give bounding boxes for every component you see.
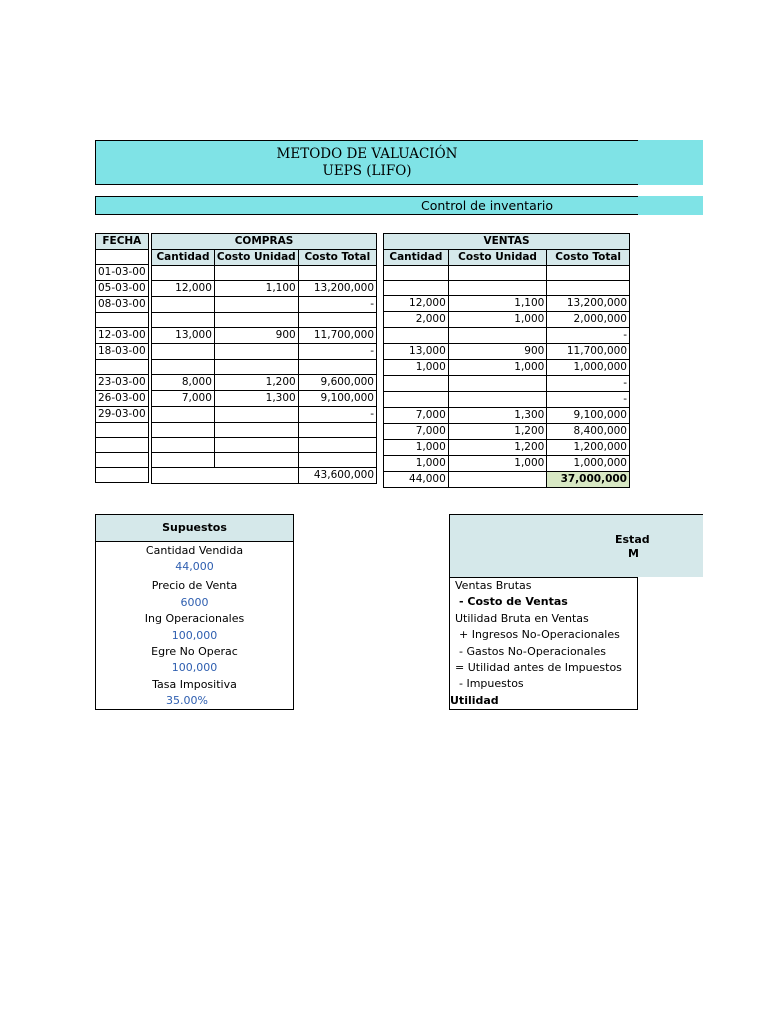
ventas-total-cantidad: 44,000: [384, 472, 449, 488]
fecha-cell: [96, 360, 149, 375]
compras-col-costo-total: Costo Total: [298, 250, 376, 266]
ventas-total-blank: [448, 472, 547, 488]
ventas-cantidad-cell: 1,000: [384, 360, 449, 376]
title-banner-extension: [638, 140, 703, 185]
table-row: [384, 408, 630, 424]
compras-costo-unidad-cell: [214, 313, 298, 328]
ventas-costo-unidad-cell: 900: [448, 344, 547, 360]
supuesto-value: 44,000: [175, 560, 214, 574]
compras-costo-unidad-cell: [214, 266, 298, 281]
ventas-cantidad-cell: 13,000: [384, 344, 449, 360]
ventas-cantidad-cell: [384, 281, 449, 296]
ventas-costo-total-cell: 11,700,000: [547, 344, 630, 360]
fecha-cell: 23-03-00: [96, 375, 149, 391]
ventas-costo-total-cell: 1,200,000: [547, 440, 630, 456]
compras-costo-unidad-cell: [214, 344, 298, 360]
compras-costo-unidad-cell: [214, 407, 298, 423]
estado-header-line-2: M: [628, 547, 639, 560]
fecha-cell: [96, 423, 149, 438]
table-row: [384, 344, 630, 360]
ventas-header-row: [384, 234, 630, 250]
table-row: [152, 281, 377, 297]
table-row: [96, 423, 149, 438]
table-row: [384, 296, 630, 312]
title-banner: [95, 140, 638, 185]
table-row: [384, 392, 630, 408]
table-row: [96, 344, 149, 360]
ventas-costo-unidad-cell: 1,000: [448, 360, 547, 376]
fecha-cell: 08-03-00: [96, 297, 149, 313]
title-line-1: METODO DE VALUACIÓN: [276, 146, 458, 162]
fecha-cell: 18-03-00: [96, 344, 149, 360]
compras-column-row: [152, 250, 377, 266]
table-row: [384, 424, 630, 440]
ventas-cantidad-cell: 12,000: [384, 296, 449, 312]
ventas-costo-total-cell: 9,100,000: [547, 408, 630, 424]
compras-costo-total-cell: 11,700,000: [298, 328, 376, 344]
compras-costo-total-cell: 9,100,000: [298, 391, 376, 407]
ventas-costo-total-cell: [547, 266, 630, 281]
ventas-costo-unidad-cell: 1,100: [448, 296, 547, 312]
supuesto-label: Tasa Impositiva: [152, 677, 237, 691]
ventas-cantidad-cell: 1,000: [384, 440, 449, 456]
compras-header-row: [152, 234, 377, 250]
compras-cantidad-cell: 8,000: [152, 375, 215, 391]
table-row: [152, 453, 377, 468]
ventas-costo-unidad-cell: 1,000: [448, 312, 547, 328]
ventas-col-costo-total: Costo Total: [547, 250, 630, 266]
compras-col-cantidad: Cantidad: [152, 250, 215, 266]
table-row: [384, 266, 630, 281]
estado-body: [449, 577, 638, 710]
estado-line: - Impuestos: [459, 677, 524, 691]
ventas-costo-total-cell: 1,000,000: [547, 360, 630, 376]
compras-cantidad-cell: [152, 344, 215, 360]
fecha-cell: 12-03-00: [96, 328, 149, 344]
table-row: [152, 438, 377, 453]
table-row: [384, 456, 630, 472]
ventas-cantidad-cell: 2,000: [384, 312, 449, 328]
ventas-column-row: [384, 250, 630, 266]
compras-costo-total-cell: -: [298, 297, 376, 313]
subtitle: Control de inventario: [421, 198, 553, 213]
ventas-col-costo-unidad: Costo Unidad: [448, 250, 547, 266]
table-row: [96, 328, 149, 344]
estado-line: = Utilidad antes de Impuestos: [455, 661, 622, 674]
table-row: [96, 453, 149, 468]
compras-costo-total-cell: -: [298, 407, 376, 423]
compras-costo-unidad-cell: [214, 423, 298, 438]
compras-costo-unidad-cell: [214, 297, 298, 313]
compras-costo-total-cell: [298, 423, 376, 438]
supuesto-label: Egre No Operac: [151, 644, 238, 658]
fecha-total-cell: [96, 468, 149, 483]
title-line-2: UEPS (LIFO): [322, 163, 412, 179]
compras-header: COMPRAS: [152, 234, 377, 250]
table-row: [384, 281, 630, 296]
table-row: [152, 313, 377, 328]
compras-cantidad-cell: [152, 360, 215, 375]
supuesto-value: 35.00%: [166, 694, 208, 708]
ventas-costo-unidad-cell: 1,300: [448, 408, 547, 424]
fecha-cell: 01-03-00: [96, 265, 149, 281]
estado-line: - Gastos No-Operacionales: [459, 644, 606, 658]
ventas-costo-total-cell: -: [547, 376, 630, 392]
compras-costo-total-cell: [298, 360, 376, 375]
ventas-total-value: 37,000,000: [547, 472, 630, 488]
table-row: [96, 297, 149, 313]
compras-cantidad-cell: 12,000: [152, 281, 215, 297]
compras-cantidad-cell: [152, 423, 215, 438]
table-row: [96, 281, 149, 297]
table-row: [152, 344, 377, 360]
compras-costo-unidad-cell: 1,300: [214, 391, 298, 407]
compras-costo-total-cell: [298, 453, 376, 468]
ventas-cantidad-cell: [384, 266, 449, 281]
fecha-cell: [96, 313, 149, 328]
fecha-cell: 26-03-00: [96, 391, 149, 407]
estado-header-line-1: Estad: [615, 533, 650, 546]
fecha-cell: 29-03-00: [96, 407, 149, 423]
ventas-cantidad-cell: 1,000: [384, 456, 449, 472]
subtitle-banner: [95, 196, 638, 215]
ventas-total-row: [384, 472, 630, 488]
compras-cantidad-cell: [152, 297, 215, 313]
table-row: [384, 328, 630, 344]
compras-costo-unidad-cell: [214, 438, 298, 453]
compras-costo-unidad-cell: 900: [214, 328, 298, 344]
ventas-costo-unidad-cell: [448, 328, 547, 344]
compras-cantidad-cell: [152, 266, 215, 281]
compras-costo-unidad-cell: [214, 360, 298, 375]
estado-line: Ventas Brutas: [455, 579, 532, 592]
compras-costo-total-cell: [298, 313, 376, 328]
ventas-costo-total-cell: [547, 281, 630, 296]
ventas-costo-total-cell: -: [547, 328, 630, 344]
table-row: [384, 312, 630, 328]
ventas-header: VENTAS: [384, 234, 630, 250]
estado-line: Utilidad Bruta en Ventas: [455, 611, 589, 625]
compras-costo-unidad-cell: 1,100: [214, 281, 298, 297]
ventas-costo-unidad-cell: [448, 376, 547, 392]
subtitle-banner-extension: [638, 196, 703, 215]
estado-line: Utilidad: [450, 693, 499, 707]
compras-costo-total-cell: -: [298, 344, 376, 360]
compras-total-value: 43,600,000: [298, 468, 376, 484]
table-row: [384, 440, 630, 456]
table-row: [152, 423, 377, 438]
fecha-header: FECHA: [96, 234, 149, 250]
table-row: [152, 360, 377, 375]
compras-cantidad-cell: [152, 438, 215, 453]
ventas-costo-total-cell: 2,000,000: [547, 312, 630, 328]
fecha-cell: 05-03-00: [96, 281, 149, 297]
table-row: [96, 375, 149, 391]
supuesto-label: Precio de Venta: [151, 579, 238, 593]
ventas-cantidad-cell: [384, 328, 449, 344]
compras-costo-total-cell: [298, 438, 376, 453]
table-row: [96, 265, 149, 281]
supuesto-label: Cantidad Vendida: [145, 544, 244, 557]
supuesto-value: 100,000: [171, 628, 218, 642]
fecha-table: [95, 233, 149, 483]
ventas-costo-total-cell: 1,000,000: [547, 456, 630, 472]
supuesto-label: Ing Operacionales: [144, 612, 245, 626]
table-row: [96, 313, 149, 328]
table-row: [384, 360, 630, 376]
fecha-cell: [96, 438, 149, 453]
compras-total-blank: [152, 468, 299, 484]
ventas-cantidad-cell: [384, 392, 449, 408]
table-row: [384, 376, 630, 392]
ventas-costo-unidad-cell: 1,200: [448, 440, 547, 456]
ventas-costo-total-cell: 8,400,000: [547, 424, 630, 440]
ventas-costo-unidad-cell: [448, 392, 547, 408]
compras-cantidad-cell: 13,000: [152, 328, 215, 344]
table-row: [152, 391, 377, 407]
ventas-costo-unidad-cell: [448, 281, 547, 296]
ventas-col-cantidad: Cantidad: [384, 250, 449, 266]
table-row: [152, 297, 377, 313]
ventas-costo-total-cell: -: [547, 392, 630, 408]
ventas-costo-total-cell: 13,200,000: [547, 296, 630, 312]
ventas-cantidad-cell: 7,000: [384, 424, 449, 440]
table-row: [96, 407, 149, 423]
supuesto-value: 100,000: [171, 661, 218, 675]
compras-cantidad-cell: [152, 313, 215, 328]
compras-costo-unidad-cell: 1,200: [214, 375, 298, 391]
ventas-costo-unidad-cell: 1,000: [448, 456, 547, 472]
fecha-subheader: [96, 250, 149, 265]
fecha-cell: [96, 453, 149, 468]
supuesto-value: 6000: [180, 595, 209, 609]
compras-cantidad-cell: [152, 453, 215, 468]
compras-cantidad-cell: 7,000: [152, 391, 215, 407]
compras-costo-total-cell: 13,200,000: [298, 281, 376, 297]
compras-total-row: [152, 468, 377, 484]
compras-costo-total-cell: 9,600,000: [298, 375, 376, 391]
compras-costo-unidad-cell: [214, 453, 298, 468]
compras-cantidad-cell: [152, 407, 215, 423]
compras-costo-total-cell: [298, 266, 376, 281]
table-row: [152, 328, 377, 344]
table-row: [152, 266, 377, 281]
table-row: [96, 391, 149, 407]
table-row: [96, 360, 149, 375]
supuestos-header: Supuestos: [96, 515, 293, 542]
fecha-subheader-row: [96, 250, 149, 265]
compras-table: [151, 233, 377, 484]
fecha-total-row: [96, 468, 149, 483]
ventas-costo-unidad-cell: 1,200: [448, 424, 547, 440]
compras-col-costo-unidad: Costo Unidad: [214, 250, 298, 266]
ventas-cantidad-cell: 7,000: [384, 408, 449, 424]
fecha-header-row: [96, 234, 149, 250]
estado-header: [449, 514, 703, 577]
estado-line: - Costo de Ventas: [459, 595, 568, 609]
table-row: [96, 438, 149, 453]
estado-line: + Ingresos No-Operacionales: [459, 628, 620, 642]
table-row: [152, 375, 377, 391]
ventas-table: [383, 233, 630, 488]
ventas-cantidad-cell: [384, 376, 449, 392]
supuestos-box: [95, 514, 294, 710]
ventas-costo-unidad-cell: [448, 266, 547, 281]
table-row: [152, 407, 377, 423]
